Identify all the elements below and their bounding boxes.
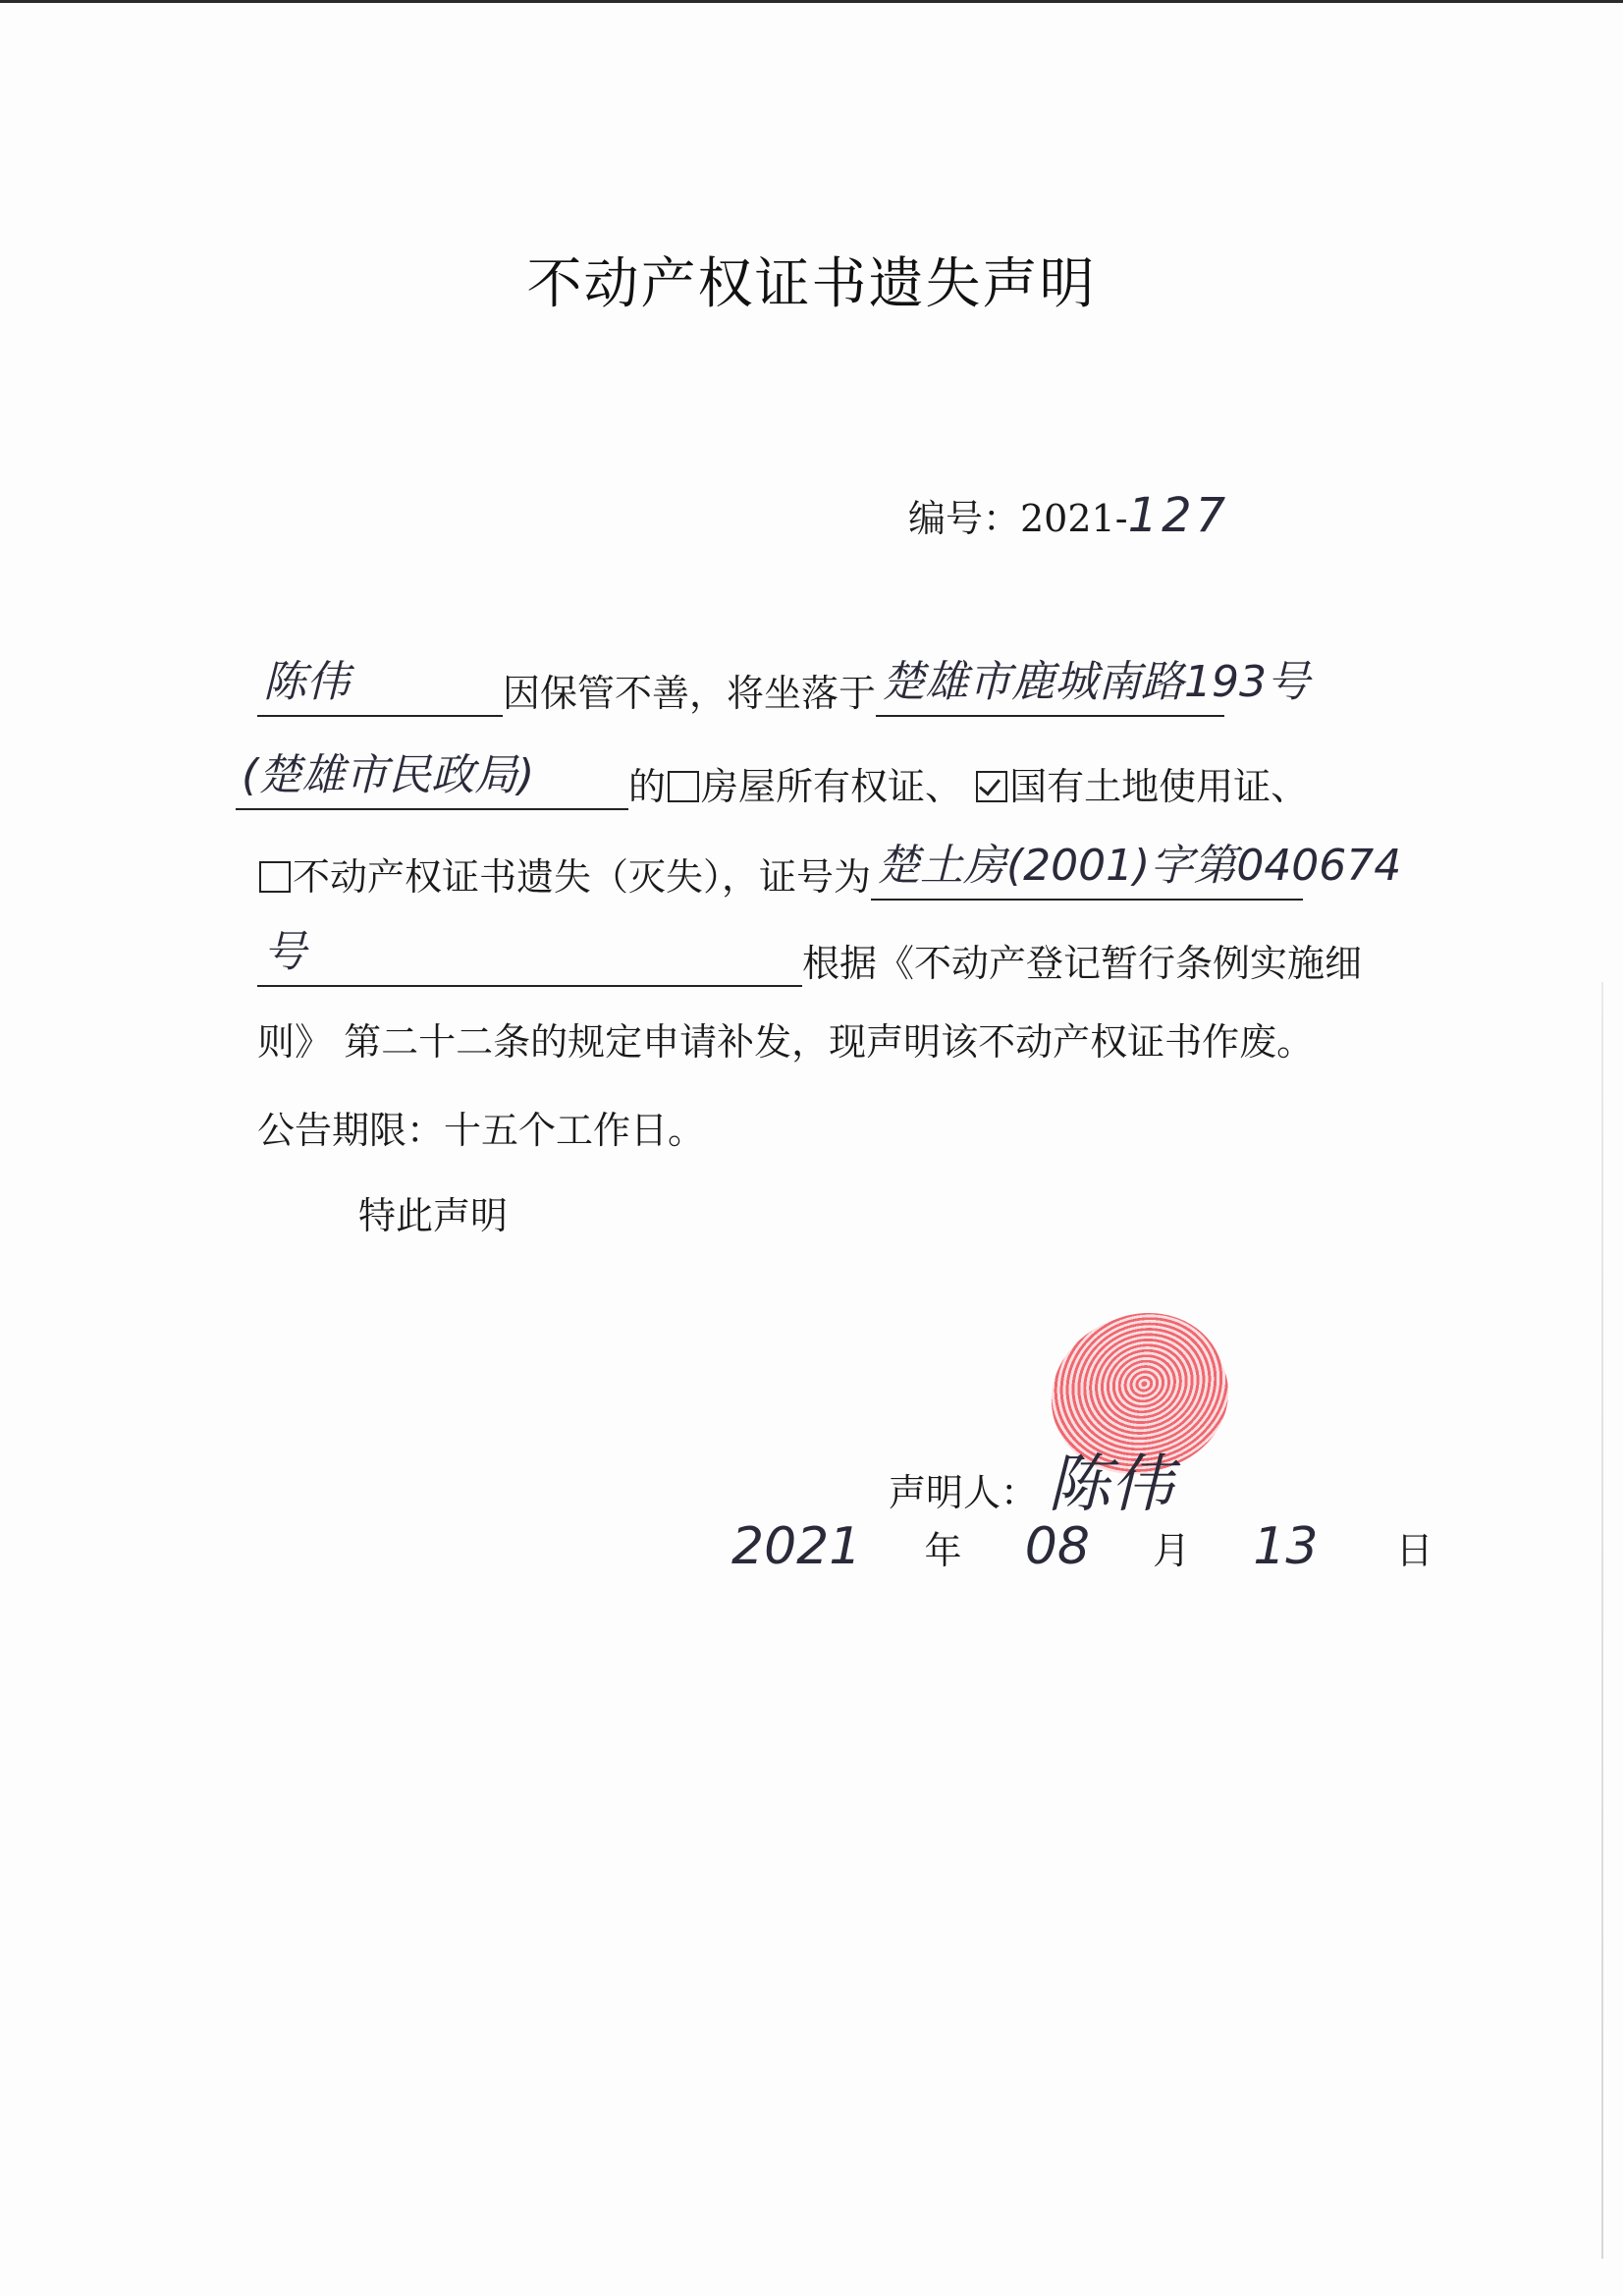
document-number [908,488,1229,543]
address-handwritten: 楚雄市鹿城南路193号 [882,657,1310,707]
body-text-1: 因保管不善，将坐落于 [503,672,877,715]
body-line-3 [257,841,1402,910]
scan-right-edge [1601,982,1603,2259]
body-line-1 [257,657,1310,727]
declarant-label: 声明人： [889,1471,1039,1514]
checkbox-house [668,771,699,802]
date-year-handwritten: 2021 [731,1517,862,1576]
date-day-handwritten: 13 [1253,1517,1319,1576]
date-month-handwritten: 08 [1024,1517,1090,1576]
cert-number-handwritten-2: 号 [263,927,306,977]
body-line-2 [236,751,1308,820]
option-house-label: 房屋所有权证、 [701,765,963,808]
body-line-6: 公告期限：十五个工作日。 [257,1109,706,1152]
declarant-name-blank [257,658,503,717]
declarant-row [889,1434,1173,1524]
date-month-label: 月 [1153,1529,1191,1572]
signature-handwritten: 陈伟 [1048,1449,1174,1521]
scan-top-edge [0,0,1623,3]
body-text-3: 根据《不动产登记暂行条例实施细 [802,942,1363,985]
body-text-2: 的 [628,765,667,808]
body-line-5: 则》 第二十二条的规定申请补发，现声明该不动产权证书作废。 [257,1020,1315,1064]
cert-number-blank [871,841,1402,901]
address-blank [876,657,1310,717]
address-handwritten-2: (楚雄市民政局) [242,750,535,800]
date-day-label: 日 [1395,1529,1434,1572]
number-label: 编号：2021- [908,497,1128,540]
date-year-label: 年 [924,1529,962,1572]
checkbox-realestate [259,861,291,893]
option-land-label: 国有土地使用证、 [1009,765,1309,808]
number-handwritten: 127 [1127,488,1230,543]
cert-number-blank-2 [257,928,802,987]
cert-number-handwritten: 楚土房(2001)字第040674 [877,841,1402,891]
checkbox-land-checked [976,771,1007,802]
closing-statement: 特此声明 [358,1194,509,1237]
date-row [731,1517,1434,1576]
body-line-4 [257,928,1362,997]
document-title: 不动产权证书遗失声明 [526,252,1097,316]
option-realestate-label: 不动产权证书遗失（灭失），证号为 [293,855,872,899]
address-blank-2 [236,751,628,810]
declarant-name-handwritten: 陈伟 [263,657,350,707]
